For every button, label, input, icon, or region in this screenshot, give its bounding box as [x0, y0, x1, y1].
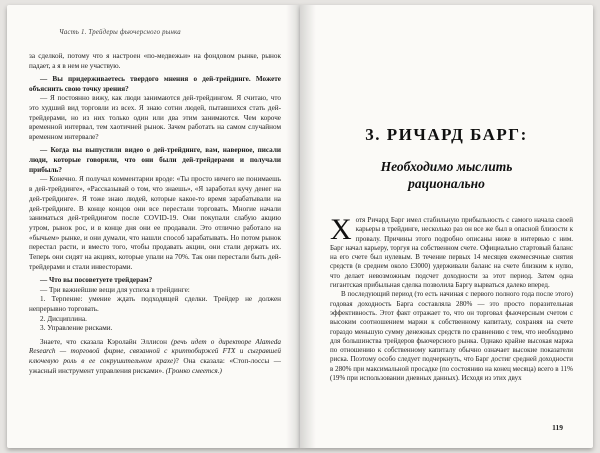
paragraph: [29, 146, 281, 175]
text-run: — Что вы посоветуете трейдерам?: [40, 275, 153, 284]
text-run: — Конечно. Я получал комментарии вроде: «Ты просто ничего не понимаешь в дей-трейдинге», «Рассказывай о том, что знаешь», «Я заработал кучу денег на дей-трейдинге». Я тоже знаю людей, которые какое-то время зарабатывали на дей-трейдинге. В конце концов они все перестали торговать. Многие начали заниматься дей-трейдингом после COVID-19. Они покупали слабую акцию утром, рынок рос, и в конце дня они ее продавали. Это отлично работало на «бычьем» рынке, и они думали, что нашли способ зарабатывать. Но потом рынок перестал расти, и вместо того, чтобы продавать акции, они стали держать их. Теперь они сидят на акциях, которые упали на 70%. Так они перестали быть дей-трейдерами и стали инвесторами.: [29, 175, 281, 271]
text-run: — Три важнейшие вещи для успеха в трейдинге:: [40, 285, 190, 294]
text-run: за сделкой, потому что я настроен «по-медвежьи» на фондовом рынке, рынок падает, а я в нем не участвую.: [29, 52, 281, 70]
text-run: Знаете, что сказала Кэролайн Эллисон: [40, 337, 172, 346]
paragraph: [330, 290, 573, 383]
left-page: [7, 5, 300, 448]
paragraph: [29, 94, 281, 143]
text-run: В последующий период (то есть начиная с первого полного года после этого) годовая доходность Барга составляла 280% — это просто поразительная эффективность. Этот факт отражает то, что он торговал фьючерсным счетом с высоким соотношением маржи к собственному капиталу, сохраняя на счете гораздо меньшую сумму денежных средств по сравнению с тем, что необходимо для большинства трейдеров фьючерсного рынка. Однако крайне высокая маржа по отношению к собственному капиталу обычно означает высокие показатели риска. Поэтому особо следует подчеркнуть, что Барг достиг средней доходности в 280% при максимальной просадке (по состоянию на конец месяца) всего в 11% (19% при использовании дневных данных). Исходя из этих двух: [330, 290, 573, 383]
drop-cap: Х: [330, 213, 352, 246]
paragraph: [330, 213, 573, 290]
paragraph: [29, 315, 281, 325]
paragraph: [29, 175, 281, 272]
paragraph: [29, 324, 281, 334]
paragraph: [29, 295, 281, 314]
page-number: 119: [552, 423, 563, 432]
paragraph: [29, 75, 281, 94]
right-page-text: [330, 213, 573, 383]
text-run: — Вы придерживаетесь твердого мнения о дей-трейдинге. Можете объяснить свою точку зрения?: [29, 74, 281, 93]
text-run: — Я постоянно вижу, как люди занимаются дей-трейдингом. Я считаю, что это худший вид торговли из всех. Я знаю сотни людей, пытавшихся стать дей-трейдерами, но из них только один или два этим занимаются. Чем короче временной интервал, тем хаотичней рынок. Зачем работать на самом случайном временном интервале?: [29, 94, 281, 142]
text-run: — Когда вы выпустили видео о дей-трейдинге, вам, наверное, писали люди, которые говорили, что они были дей-трейдерами и получали прибыль?: [29, 146, 281, 174]
right-page: [300, 5, 593, 448]
chapter-title: 3. РИЧАРД БАРГ:: [365, 125, 528, 144]
running-header: Часть 1. Трейдеры фьючерсного рынка: [59, 29, 181, 36]
text-run: (речь идет о директоре Alameda Research — торговой фирме, связанной с криптобиржей FTX и сыгравшей ключевую роль в ее сокрушительном крахе): [29, 337, 281, 366]
text-run: 2. Дисциплина.: [40, 314, 87, 323]
text-run: ? Она сказала: «Стоп-лоссы — ужасный инструмент управления рисками».: [29, 357, 281, 375]
text-run: 3. Управление рисками.: [40, 324, 113, 333]
text-run: (Громко смеется.): [165, 366, 222, 375]
chapter-subtitle: Необходимо мыслить рационально: [380, 159, 513, 191]
left-page-text: [29, 52, 281, 377]
paragraph: [29, 276, 281, 286]
text-run: отя Ричард Барг имел стабильную прибыльность с самого начала своей карьеры в трейдинге, несколько раз он все же был в опасной близости к провалу. Причины этого подробно описаны ниже в интервью с ним. Барг начал карьеру, торгуя на собственном счете. Официально стартовый баланс на его счете был нулевым. В течение первых 14 месяцев ежемесячные снятия средств (в среднем около £3000) удерживали баланс на счете близким к нулю, что делает невозможным подсчет доходности за этот период. Затем одна гигантская прибыльная сделка позволила Баргу вырваться далеко вперед.: [330, 216, 573, 290]
paragraph: [29, 286, 281, 296]
text-run: 1. Терпение: умение ждать подходящей сделки. Трейдер не должен непрерывно торговать.: [29, 295, 281, 314]
paragraph: [29, 338, 281, 377]
paragraph: [29, 52, 281, 71]
